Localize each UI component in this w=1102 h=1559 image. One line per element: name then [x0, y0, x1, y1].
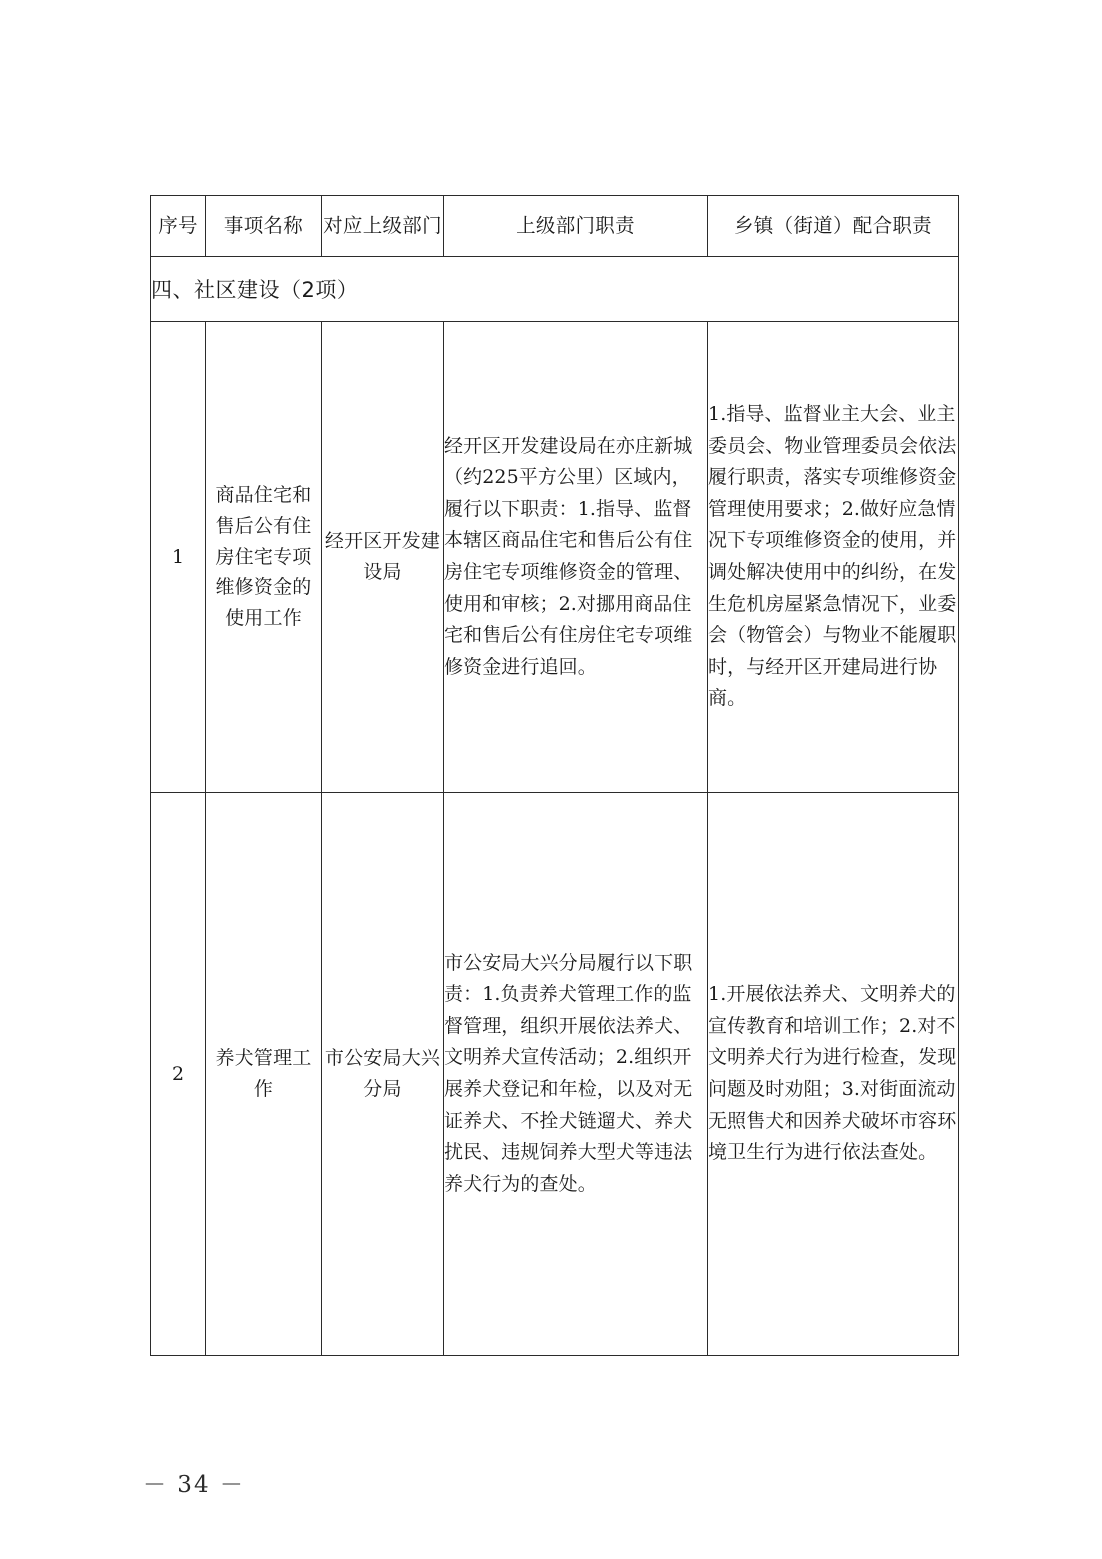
table-header-row — [151, 196, 959, 257]
column-header-upper-duty: 上级部门职责 — [444, 196, 708, 257]
responsibility-table — [150, 195, 959, 1356]
row-upper-department: 市公安局大兴分局 — [322, 793, 444, 1356]
column-header-index: 序号 — [151, 196, 206, 257]
row-item-name: 商品住宅和售后公有住房住宅专项维修资金的使用工作 — [206, 322, 322, 793]
section-heading: 四、社区建设（2项） — [151, 257, 959, 322]
column-header-township-duty: 乡镇（街道）配合职责 — [708, 196, 959, 257]
section-heading-row — [151, 257, 959, 322]
page-number: － 34 － — [143, 1472, 245, 1498]
column-header-item-name: 事项名称 — [206, 196, 322, 257]
row-item-name: 养犬管理工作 — [206, 793, 322, 1356]
row-index: 1 — [151, 322, 206, 793]
column-header-upper-department: 对应上级部门 — [322, 196, 444, 257]
row-upper-duty: 市公安局大兴分局履行以下职责：1.负责养犬管理工作的监督管理，组织开展依法养犬、文明养犬宣传活动；2.组织开展养犬登记和年检，以及对无证养犬、不拴犬链遛犬、养犬扰民、违规饲养大型犬等违法养犬行为的查处。 — [444, 793, 708, 1356]
row-upper-duty: 经开区开发建设局在亦庄新城（约225平方公里）区域内，履行以下职责：1.指导、监督本辖区商品住宅和售后公有住房住宅专项维修资金的管理、使用和审核；2.对挪用商品住宅和售后公有住房住宅专项维修资金进行追回。 — [444, 322, 708, 793]
table-row — [151, 793, 959, 1356]
row-upper-department: 经开区开发建设局 — [322, 322, 444, 793]
table-row — [151, 322, 959, 793]
row-township-duty: 1.指导、监督业主大会、业主委员会、物业管理委员会依法履行职责，落实专项维修资金管理使用要求；2.做好应急情况下专项维修资金的使用，并调处解决使用中的纠纷，在发生危机房屋紧急情况下，业委会（物管会）与物业不能履职时，与经开区开建局进行协商。 — [708, 322, 959, 793]
row-township-duty: 1.开展依法养犬、文明养犬的宣传教育和培训工作；2.对不文明养犬行为进行检查，发现问题及时劝阻；3.对街面流动无照售犬和因养犬破坏市容环境卫生行为进行依法查处。 — [708, 793, 959, 1356]
row-index: 2 — [151, 793, 206, 1356]
